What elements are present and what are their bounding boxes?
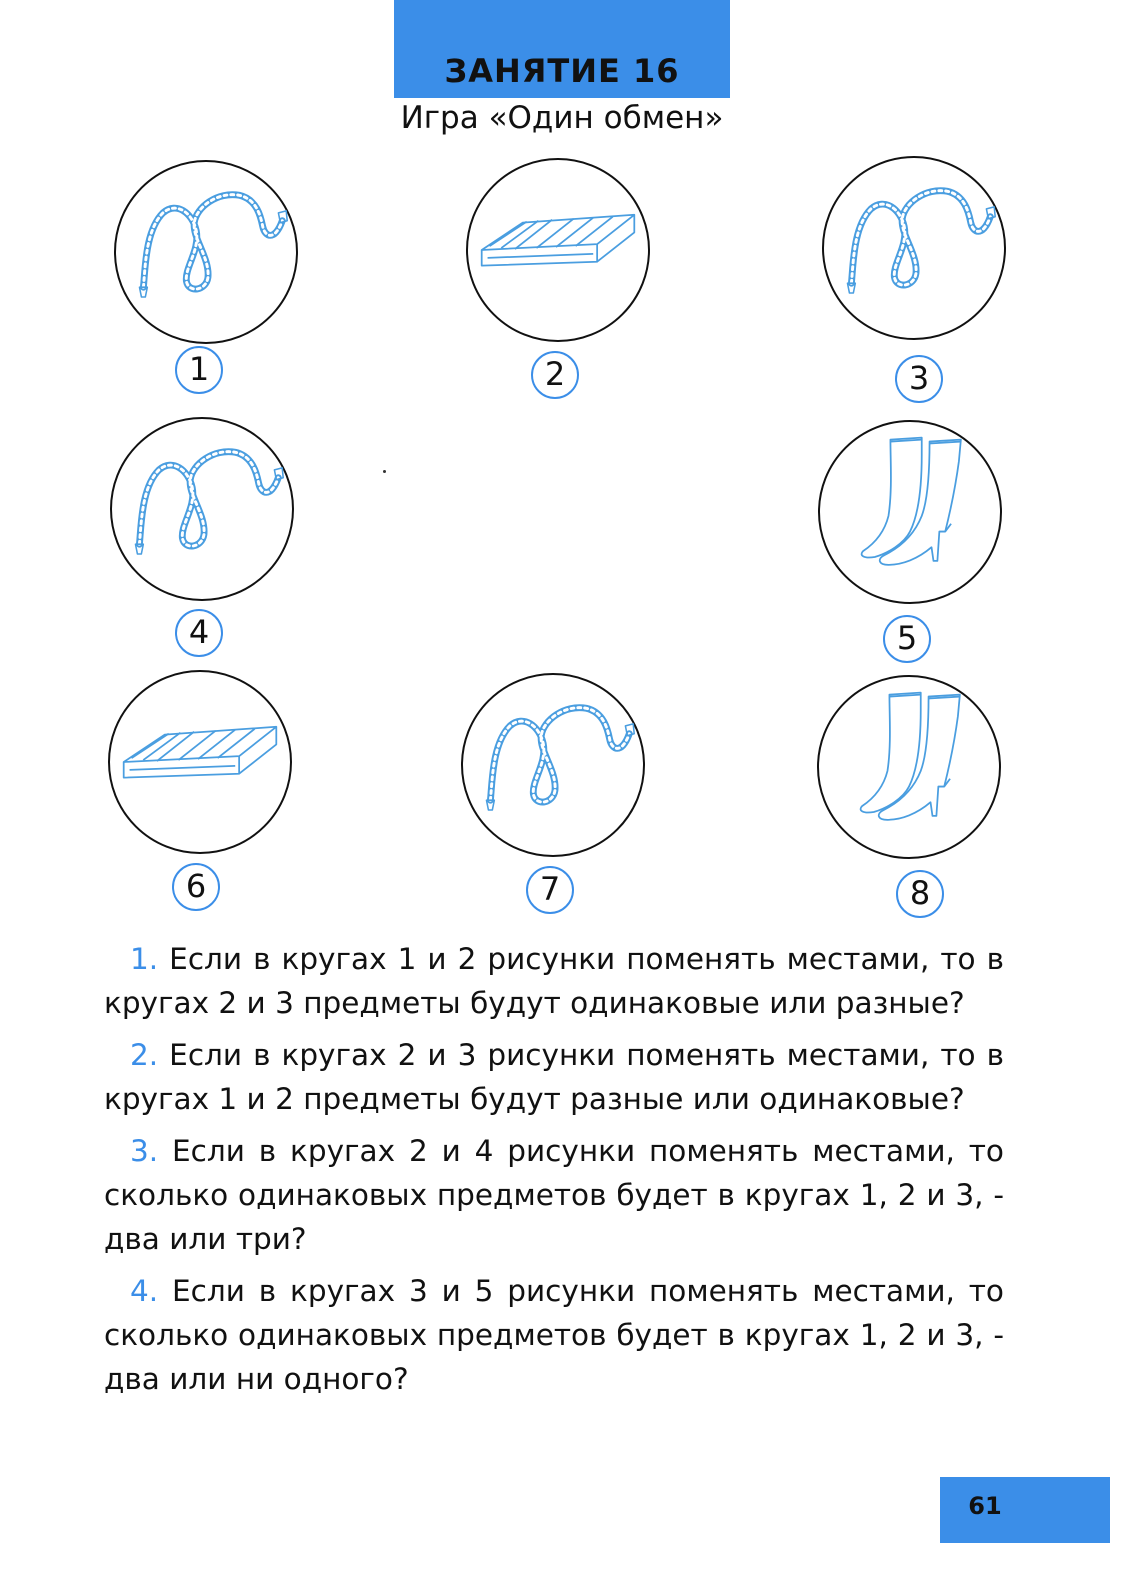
question-2 [104, 1033, 1004, 1121]
stray-dot [383, 470, 386, 473]
circle-number-1: 1 [175, 346, 223, 394]
bar-icon [110, 672, 290, 852]
boots-icon [820, 422, 1000, 602]
picture-circle-4 [110, 417, 294, 601]
circle-number-5: 5 [883, 615, 931, 663]
circle-number-8: 8 [896, 870, 944, 918]
question-4 [104, 1269, 1004, 1401]
rope-icon [463, 675, 643, 855]
page-number: 61 [968, 1492, 1002, 1520]
question-text: Если в кругах 2 и 4 рисунки поменять местами, то сколько одинаковых предметов будет в кругах 1, 2 и 3, - два или три? [104, 1134, 1004, 1256]
question-1 [104, 937, 1004, 1025]
question-number: 1. [130, 942, 159, 976]
boots-icon [819, 677, 999, 857]
picture-circle-8 [817, 675, 1001, 859]
bar-icon [468, 160, 648, 340]
rope-icon [116, 162, 296, 342]
circle-number-7: 7 [526, 866, 574, 914]
picture-circle-7 [461, 673, 645, 857]
question-number: 3. [130, 1134, 159, 1168]
question-text: Если в кругах 1 и 2 рисунки поменять местами, то в кругах 2 и 3 предметы будут одинаковые или разные? [104, 942, 1004, 1020]
picture-circle-3 [822, 156, 1006, 340]
question-3 [104, 1129, 1004, 1261]
circle-number-6: 6 [172, 863, 220, 911]
rope-icon [112, 419, 292, 599]
lesson-title: ЗАНЯТИЕ 16 [444, 52, 680, 90]
circle-number-4: 4 [175, 609, 223, 657]
question-number: 2. [130, 1038, 159, 1072]
circle-number-2: 2 [531, 351, 579, 399]
picture-circle-6 [108, 670, 292, 854]
question-text: Если в кругах 2 и 3 рисунки поменять местами, то в кругах 1 и 2 предметы будут разные или одинаковые? [104, 1038, 1004, 1116]
picture-circle-1 [114, 160, 298, 344]
picture-circle-5 [818, 420, 1002, 604]
game-subtitle: Игра «Один обмен» [400, 100, 724, 136]
rope-icon [824, 158, 1004, 338]
picture-circle-2 [466, 158, 650, 342]
questions-list [104, 937, 1004, 1409]
question-text: Если в кругах 3 и 5 рисунки поменять местами, то сколько одинаковых предметов будет в кругах 1, 2 и 3, - два или ни одного? [104, 1274, 1004, 1396]
question-number: 4. [130, 1274, 159, 1308]
circle-number-3: 3 [895, 355, 943, 403]
